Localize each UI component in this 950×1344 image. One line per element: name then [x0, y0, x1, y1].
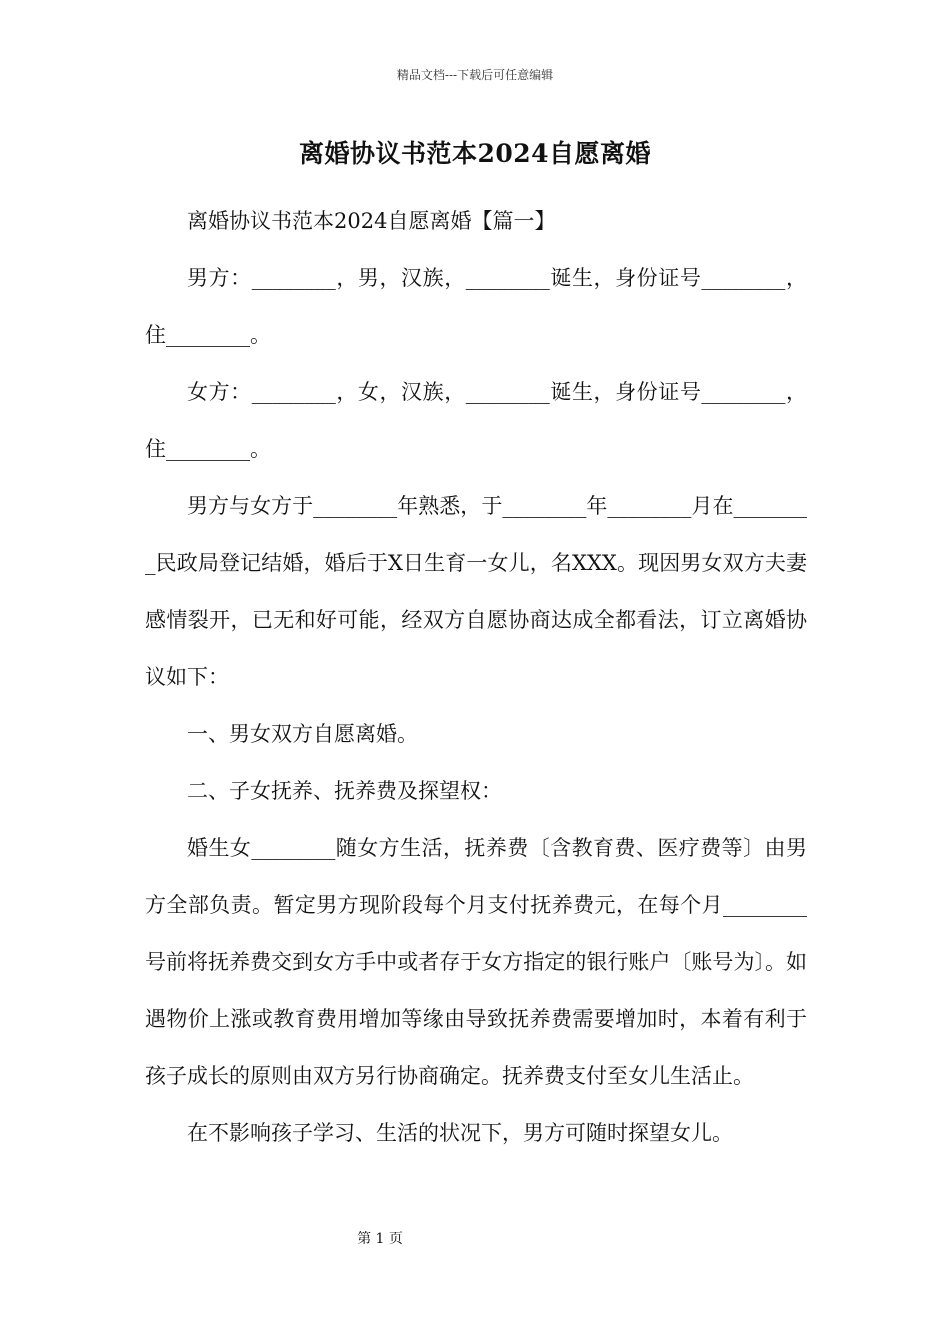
paragraph-visitation: 在不影响孩子学习、生活的状况下，男方可随时探望女儿。: [187, 1121, 733, 1145]
paragraph-child-support: 婚生女________随女方生活，抚养费〔含教育费、医疗费等〕由男方全部负责。暂定男方现阶段每个月支付抚养费元，在每个月________号前将抚养费交到女方手中或者存于女方指定的银行账户〔账号为〕。如遇物价上涨或教育费用增加等缘由导致抚养费需要增加时，本着有利于孩子成长的原则由双方另行协商确定。抚养费支付至女儿生活止。: [145, 836, 807, 1088]
paragraph-marriage-background: 男方与女方于________年熟悉，于________年________月在________民政局登记结婚，婚后于X日生育一女儿，名XXX。现因男女双方夫妻感情裂开，已无和好可能，经双方自愿协商达成全都看法，订立离婚协议如下：: [145, 494, 807, 689]
document-title: 离婚协议书范本2024自愿离婚: [298, 139, 652, 168]
header-note: 精品文档---下载后可任意编辑: [396, 68, 554, 82]
page-number: 第 1 页: [357, 1231, 403, 1247]
section-heading: 离婚协议书范本2024自愿离婚【篇一】: [187, 209, 556, 233]
paragraph-female-party: 女方：________，女，汉族，________诞生，身份证号________，住________。: [145, 380, 807, 461]
paragraph-male-party: 男方：________，男，汉族，________诞生，身份证号________，住________。: [145, 266, 807, 347]
clause-two: 二、子女抚养、抚养费及探望权：: [187, 779, 502, 803]
clause-one: 一、男女双方自愿离婚。: [187, 722, 418, 746]
document-body: [145, 193, 807, 1162]
